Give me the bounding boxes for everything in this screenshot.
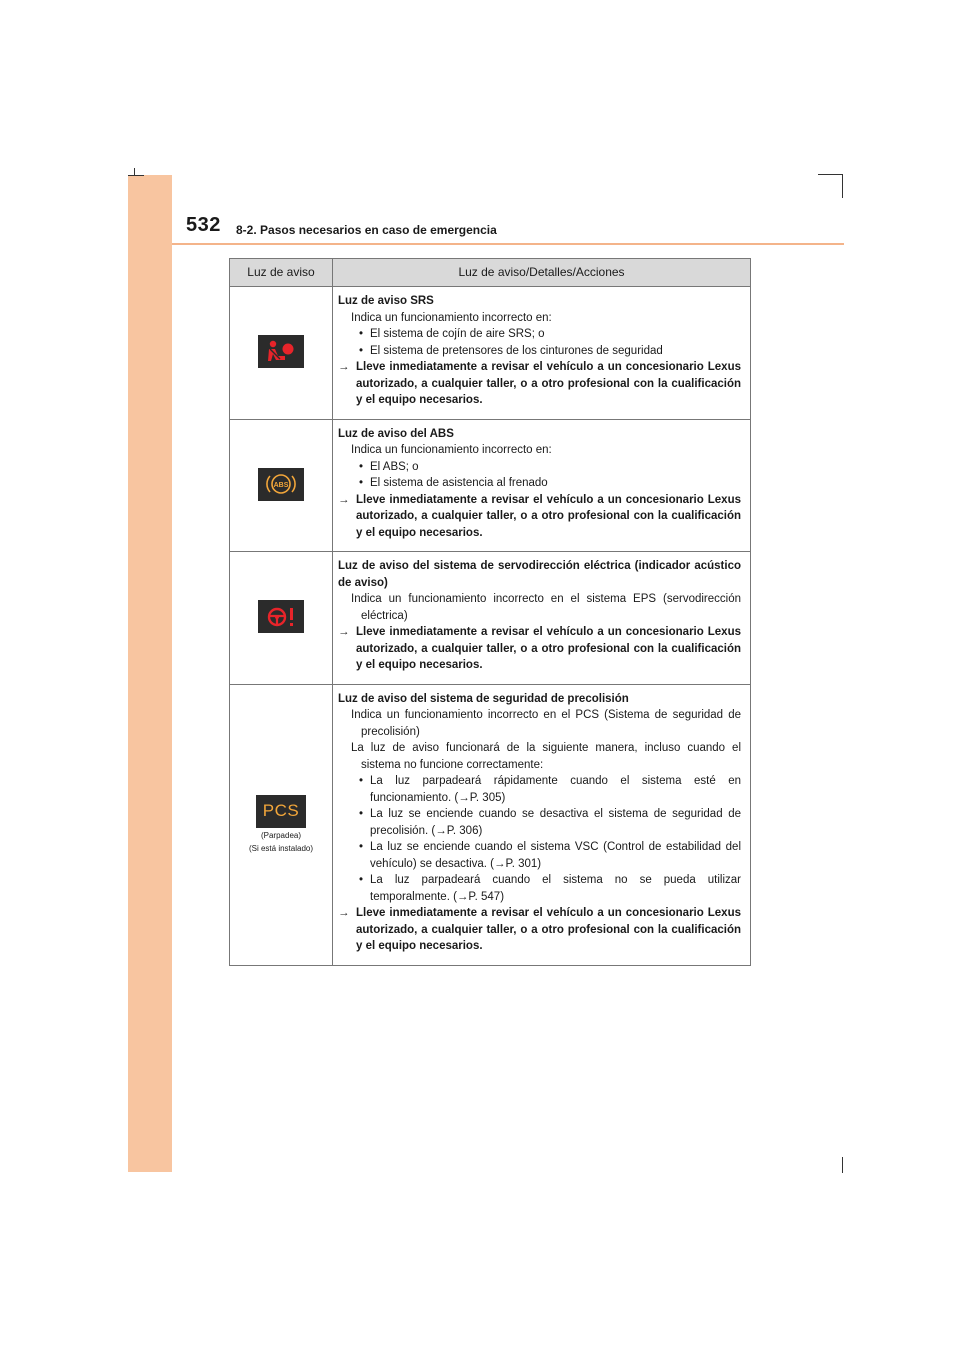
item-intro: Indica un funcionamiento incorrecto en: xyxy=(351,311,552,324)
item-intro: Indica un funcionamiento incorrecto en el sistema EPS (servodirección eléctrica) xyxy=(351,593,741,622)
abs-warning-icon xyxy=(258,468,304,501)
item-title: Luz de aviso del sistema de servodirección eléctrica (indicador acústico de aviso) xyxy=(338,560,741,589)
bullet-item: • La luz se enciende cuando se desactiva el sistema de seguridad de precolisión. (→P. 306) xyxy=(338,806,741,839)
icon-caption: (Parpadea) xyxy=(260,831,302,840)
table-header-row xyxy=(230,259,751,287)
svg-text:ABS: ABS xyxy=(273,482,289,490)
icon-cell xyxy=(230,287,333,420)
action-text: → Lleve inmediatamente a revisar el vehículo a un concesionario Lexus autorizado, a cualquier taller, o a otro profesional con la cualificación y el equipo necesarios. xyxy=(338,624,741,674)
table-row xyxy=(230,684,751,965)
icon-cell xyxy=(230,419,333,552)
item-intro: Indica un funcionamiento incorrecto en el PCS (Sistema de seguridad de precolisión) xyxy=(351,709,741,738)
icon-caption: (Si está instalado) xyxy=(248,844,314,853)
description-cell xyxy=(333,684,751,965)
icon-cell xyxy=(230,684,333,965)
table-row xyxy=(230,287,751,420)
bullet-item: • La luz parpadeará cuando el sistema no se pueda utilizar temporalmente. (→P. 547) xyxy=(338,872,741,905)
bullet-item: • El ABS; o xyxy=(338,459,741,476)
item-title: Luz de aviso SRS xyxy=(338,295,434,307)
bullet-item: • La luz parpadeará rápidamente cuando el sistema esté en funcionamiento. (→P. 305) xyxy=(338,773,741,806)
action-text: → Lleve inmediatamente a revisar el vehículo a un concesionario Lexus autorizado, a cualquier taller, o a otro profesional con la cualificación y el equipo necesarios. xyxy=(338,492,741,542)
table-row xyxy=(230,552,751,685)
icon-cell xyxy=(230,552,333,685)
crop-mark xyxy=(128,175,144,176)
warning-light-table xyxy=(229,258,751,966)
header-rule xyxy=(172,243,844,245)
side-tab-strip xyxy=(128,175,172,1172)
power-steering-warning-icon xyxy=(258,600,304,633)
header-warning-light: Luz de aviso xyxy=(230,259,333,287)
crop-mark xyxy=(842,174,843,198)
action-text: → Lleve inmediatamente a revisar el vehículo a un concesionario Lexus autorizado, a cualquier taller, o a otro profesional con la cualificación y el equipo necesarios. xyxy=(338,905,741,955)
crop-mark xyxy=(842,1157,843,1173)
bullet-item: • La luz se enciende cuando el sistema VSC (Control de estabilidad del vehículo) se desactiva. (→P. 301) xyxy=(338,839,741,872)
crop-mark xyxy=(818,174,843,175)
page-number: 532 xyxy=(186,214,221,236)
description-cell xyxy=(333,419,751,552)
bullet-item: • El sistema de asistencia al frenado xyxy=(338,475,741,492)
description-cell xyxy=(333,552,751,685)
section-title: 8-2. Pasos necesarios en caso de emergencia xyxy=(236,223,497,237)
item-title: Luz de aviso del sistema de seguridad de precolisión xyxy=(338,692,629,705)
description-cell xyxy=(333,287,751,420)
item-title: Luz de aviso del ABS xyxy=(338,427,454,440)
header-details-actions: Luz de aviso/Detalles/Acciones xyxy=(333,259,751,287)
pcs-warning-icon: PCS xyxy=(256,795,306,828)
srs-airbag-warning-icon xyxy=(258,335,304,368)
action-text: → Lleve inmediatamente a revisar el vehículo a un concesionario Lexus autorizado, a cualquier taller, o a otro profesional con la cualificación y el equipo necesarios. xyxy=(338,359,741,409)
table-row xyxy=(230,419,751,552)
bullet-item: • El sistema de pretensores de los cinturones de seguridad xyxy=(338,343,741,360)
crop-mark xyxy=(134,168,135,175)
item-intro: La luz de aviso funcionará de la siguiente manera, incluso cuando el sistema no funcione correctamente: xyxy=(351,742,741,771)
bullet-item: • El sistema de cojín de aire SRS; o xyxy=(338,326,741,343)
item-intro: Indica un funcionamiento incorrecto en: xyxy=(351,444,552,456)
